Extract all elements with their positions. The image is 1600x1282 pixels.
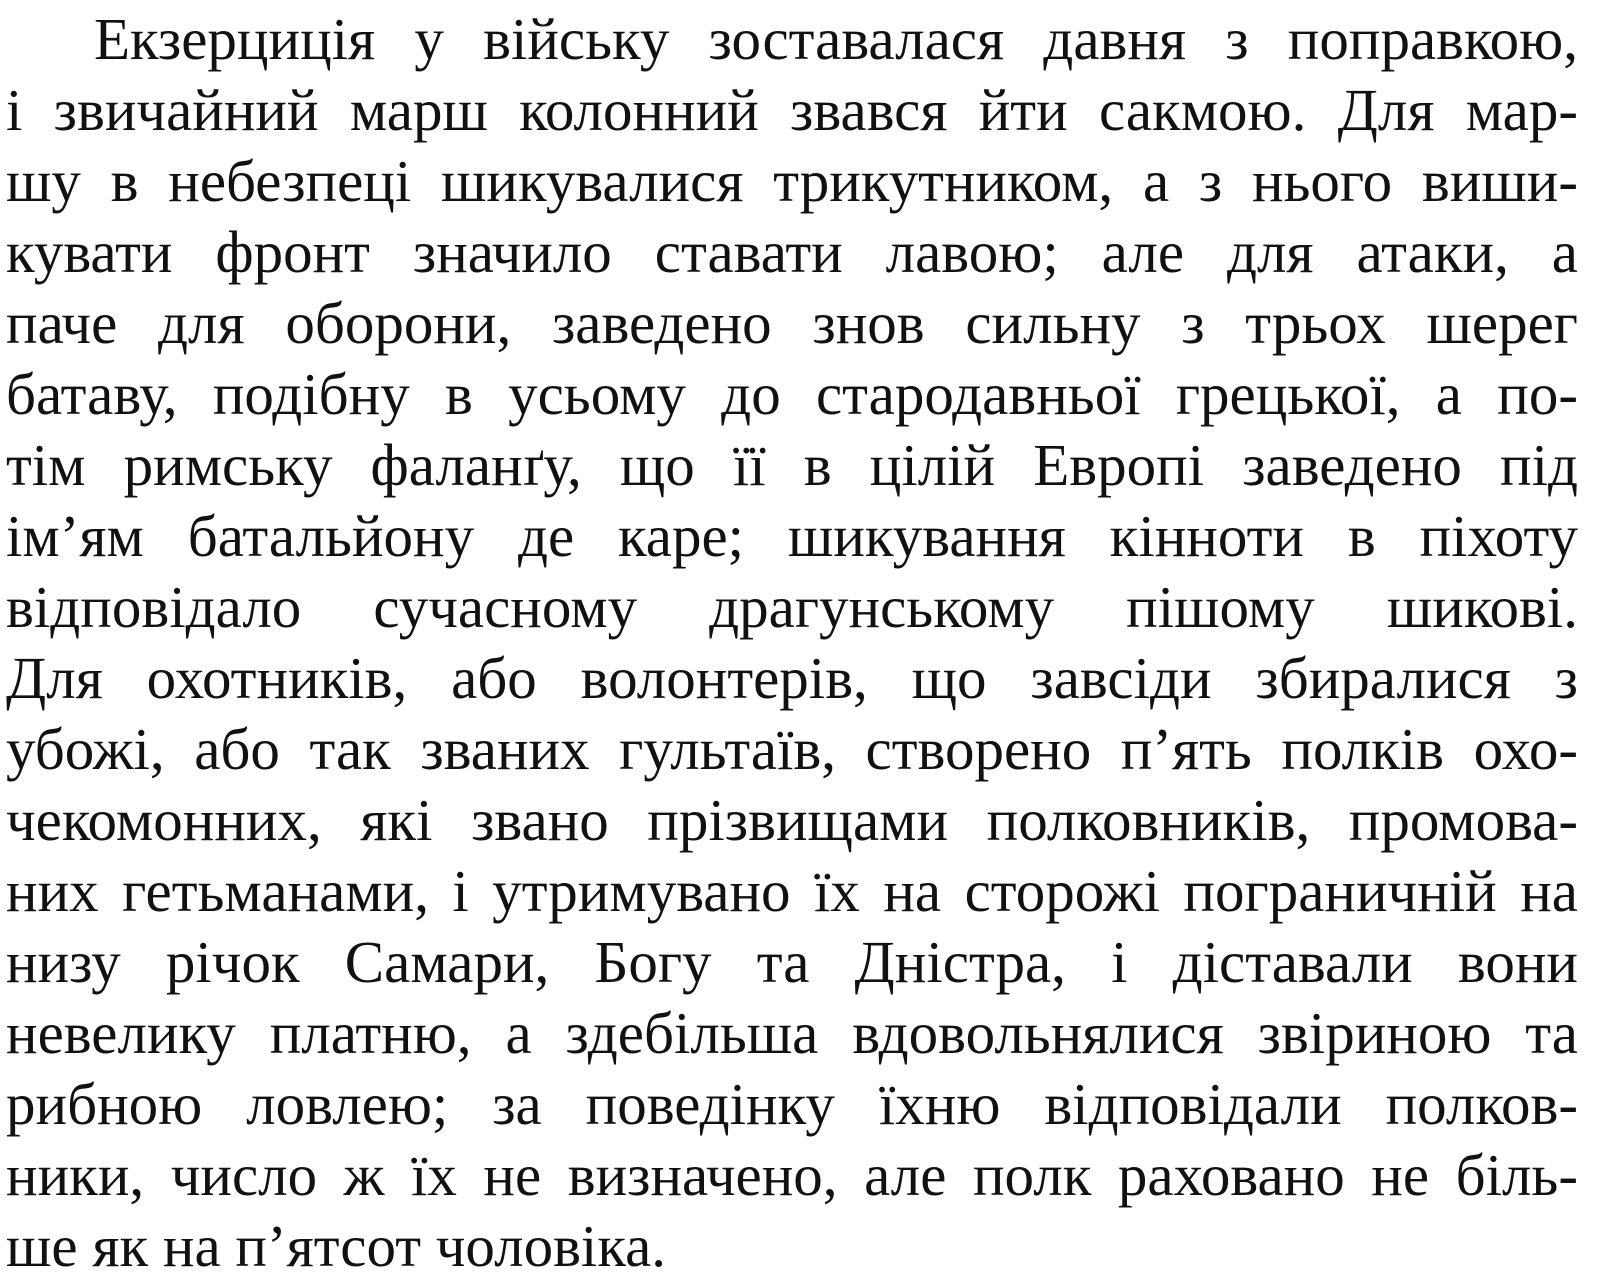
- paragraph-line: чекомонних, які звано прізвищами полковників, промова-: [6, 787, 1578, 853]
- paragraph-line: тім римську фаланґу, що її в цілій Европі заведено під: [6, 432, 1578, 498]
- paragraph-line: відповідало сучасному драгунському пішому шикові.: [6, 574, 1578, 640]
- paragraph-line: і звичайний марш колонний звався йти сакмою. Для мар-: [6, 77, 1578, 143]
- paragraph: [6, 4, 1578, 1282]
- paragraph-line: убожі, або так званих гультаїв, створено п’ять полків охо-: [6, 716, 1578, 782]
- paragraph-line: шу в небезпеці шикувалися трикутником, а з нього виши-: [6, 148, 1578, 214]
- paragraph-line: Екзерциція у війську зоставалася давня з поправкою,: [94, 6, 1578, 72]
- paragraph-line: ники, число ж їх не визначено, але полк раховано не біль-: [6, 1142, 1578, 1208]
- paragraph-line: Для охотників, або волонтерів, що завсіди збиралися з: [6, 645, 1578, 711]
- paragraph-line: невелику платню, а здебільша вдовольнялися звіриною та: [6, 1000, 1578, 1066]
- paragraph-line: ім’ям батальйону де каре; шикування кінноти в піхоту: [6, 503, 1578, 569]
- paragraph-line: батаву, подібну в усьому до стародавньої грецької, а по-: [6, 361, 1578, 427]
- paragraph-line: паче для оборони, заведено знов сильну з трьох шерег: [6, 290, 1578, 356]
- paragraph-line: кувати фронт значило ставати лавою; але для атаки, а: [6, 219, 1578, 285]
- paragraph-line: низу річок Самари, Богу та Дністра, і діставали вони: [6, 929, 1578, 995]
- paragraph-line: них гетьманами, і утримувано їх на сторожі пограничній на: [6, 858, 1578, 924]
- paragraph-line: ше як на п’ятсот чоловіка.: [6, 1213, 667, 1279]
- paragraph-line: рибною ловлею; за поведінку їхню відповідали полков-: [6, 1071, 1578, 1137]
